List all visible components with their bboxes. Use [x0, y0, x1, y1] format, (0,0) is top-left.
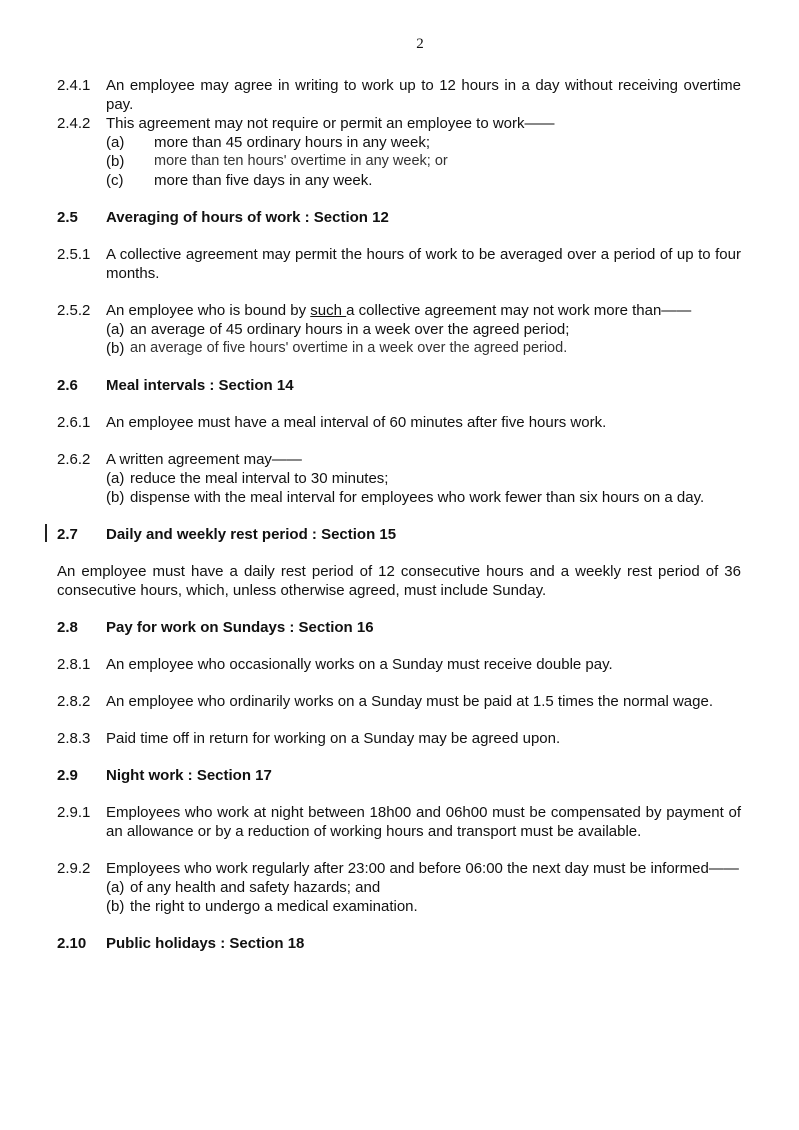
section-number: 2.10 [57, 935, 87, 952]
clause-text: An employee may agree in writing to work up to 12 hours in a day without receiving overtime pay. [106, 77, 741, 113]
list-item [106, 878, 741, 897]
clause-number: 2.4.2 [57, 115, 91, 132]
section-number: 2.5 [57, 209, 78, 226]
item-text: reduce the meal interval to 30 minutes; [130, 470, 389, 487]
clause-text: Employees who work at night between 18h00 and 06h00 must be compensated by payment of an allowance or by a reduction of working hours and transport must be available. [106, 804, 741, 840]
item-text: of any health and safety hazards; and [130, 879, 381, 896]
list-item [106, 152, 741, 171]
rest-period-paragraph: An employee must have a daily rest period of 12 consecutive hours and a weekly rest period of 36 consecutive hours, which, unless otherwise agreed, must include Sunday. [57, 563, 741, 599]
clause-text: Employees who work regularly after 23:00 and before 06:00 the next day must be informed—— [106, 860, 739, 877]
clause-number: 2.4.1 [57, 77, 91, 94]
item-text: dispense with the meal interval for employees who work fewer than six hours on a day. [130, 489, 705, 506]
section-heading-2-8 [57, 618, 741, 637]
section-title: Averaging of hours of work : Section 12 [106, 209, 389, 226]
section-number: 2.8 [57, 619, 78, 636]
item-label: (b) [106, 153, 125, 170]
clause-number: 2.9.1 [57, 804, 91, 821]
clause-2-9-2 [57, 859, 741, 878]
item-label: (b) [106, 489, 125, 506]
list-item [106, 171, 741, 190]
document-body [57, 76, 741, 953]
item-text: an average of 45 ordinary hours in a week over the agreed period; [130, 321, 570, 338]
item-label: (b) [106, 898, 125, 915]
change-bar [45, 524, 47, 542]
clause-2-5-1 [57, 245, 741, 283]
section-heading-2-6 [57, 376, 741, 395]
item-text: an average of five hours' overtime in a week over the agreed period. [130, 340, 568, 356]
list-item [106, 320, 741, 339]
clause-number: 2.9.2 [57, 860, 91, 877]
section-title: Night work : Section 17 [106, 767, 272, 784]
section-heading-2-5 [57, 208, 741, 227]
clause-2-6-1 [57, 413, 741, 432]
item-label: (a) [106, 134, 125, 151]
clause-2-8-2 [57, 692, 741, 711]
clause-2-4-2 [57, 114, 741, 133]
clause-2-8-1 [57, 655, 741, 674]
clause-text: An employee must have a meal interval of 60 minutes after five hours work. [106, 414, 607, 431]
clause-text-part: a collective agreement may not work more than—— [346, 302, 692, 319]
clause-text: An employee who occasionally works on a Sunday must receive double pay. [106, 656, 613, 673]
section-title: Public holidays : Section 18 [106, 935, 305, 952]
list-item [106, 339, 741, 358]
section-title: Pay for work on Sundays : Section 16 [106, 619, 374, 636]
clause-text: A written agreement may—— [106, 451, 302, 468]
list-item [106, 469, 741, 488]
item-label: (a) [106, 879, 125, 896]
clause-text: This agreement may not require or permit an employee to work—— [106, 115, 555, 132]
clause-text [106, 301, 741, 320]
list-item [106, 488, 741, 507]
clause-2-8-3 [57, 729, 741, 748]
item-label: (a) [106, 470, 125, 487]
item-text: more than ten hours' overtime in any week; or [154, 153, 448, 169]
clause-text: Paid time off in return for working on a Sunday may be agreed upon. [106, 730, 561, 747]
clause-number: 2.6.1 [57, 414, 91, 431]
clause-number: 2.8.3 [57, 730, 91, 747]
clause-text-part: An employee who is bound by [106, 302, 311, 319]
item-label: (b) [106, 340, 125, 357]
clause-number: 2.8.1 [57, 656, 91, 673]
section-title: Daily and weekly rest period : Section 15 [106, 526, 397, 543]
section-number: 2.7 [57, 526, 78, 543]
clause-2-4-1 [57, 76, 741, 114]
item-label: (c) [106, 172, 124, 189]
section-heading-2-10 [57, 934, 741, 953]
list-item [106, 133, 741, 152]
clause-number: 2.5.1 [57, 246, 91, 263]
clause-2-5-2 [57, 301, 741, 320]
item-text: more than 45 ordinary hours in any week; [154, 134, 430, 151]
section-number: 2.9 [57, 767, 78, 784]
section-heading-2-9 [57, 766, 741, 785]
clause-number: 2.5.2 [57, 302, 91, 319]
list-item [106, 897, 741, 916]
underlined-word: such [310, 302, 347, 319]
item-text: the right to undergo a medical examination. [130, 898, 418, 915]
clause-number: 2.8.2 [57, 693, 91, 710]
clause-number: 2.6.2 [57, 451, 91, 468]
section-heading-2-7 [57, 525, 741, 544]
item-label: (a) [106, 321, 125, 338]
clause-text: An employee who ordinarily works on a Sunday must be paid at 1.5 times the normal wage. [106, 693, 713, 710]
clause-2-6-2 [57, 450, 741, 469]
item-text: more than five days in any week. [154, 172, 373, 189]
clause-2-9-1 [57, 803, 741, 841]
page-number: 2 [416, 36, 424, 52]
section-title: Meal intervals : Section 14 [106, 377, 294, 394]
section-number: 2.6 [57, 377, 78, 394]
clause-text: A collective agreement may permit the hours of work to be averaged over a period of up to four months. [106, 246, 741, 282]
